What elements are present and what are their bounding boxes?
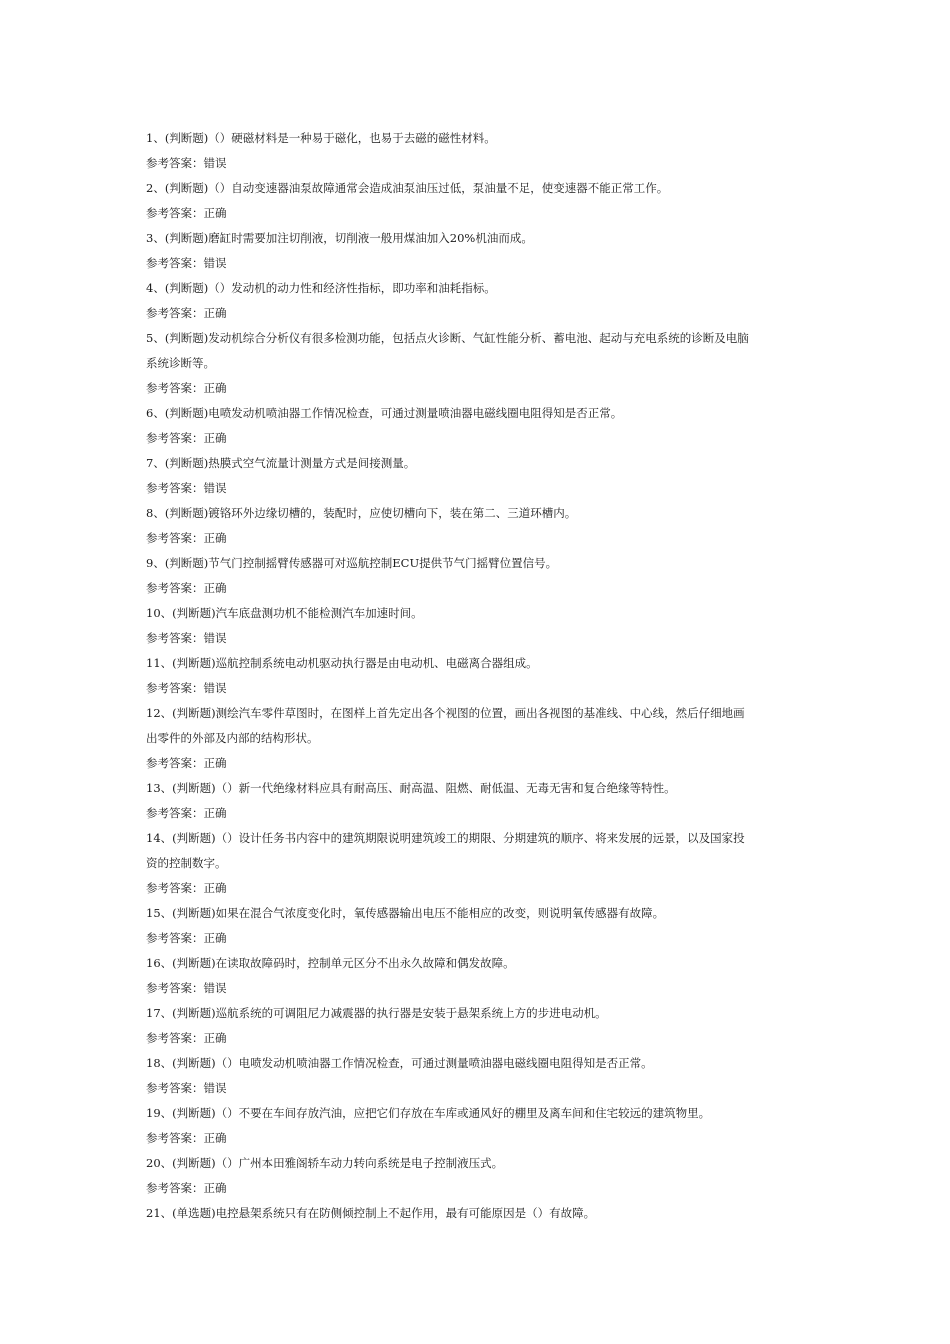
question-text: 1、(判断题)（）硬磁材料是一种易于磁化，也易于去磁的磁性材料。 [146,131,496,145]
question-text: 9、(判断题)节气门控制摇臂传感器可对巡航控制ECU提供节气门摇臂位置信号。 [146,556,558,570]
answer-text: 参考答案：错误 [146,981,227,995]
question-item [146,451,806,501]
answer-text: 参考答案：正确 [146,1181,227,1195]
question-text: 21、(单选题)电控悬架系统只有在防侧倾控制上不起作用，最有可能原因是（）有故障。 [146,1206,596,1220]
question-text: 7、(判断题)热膜式空气流量计测量方式是间接测量。 [146,456,416,470]
question-text-line-1: 14、(判断题)（）设计任务书内容中的建筑期限说明建筑竣工的期限、分期建筑的顺序、将来发展的远景，以及国家投 [146,831,745,845]
answer-text: 参考答案：正确 [146,881,227,895]
question-text: 8、(判断题)镀铬环外边缘切槽的，装配时，应使切槽向下，装在第二、三道环槽内。 [146,506,577,520]
answer-text: 参考答案：正确 [146,206,227,220]
question-text: 18、(判断题)（）电喷发动机喷油器工作情况检查，可通过测量喷油器电磁线圈电阻得知是否正常。 [146,1056,653,1070]
question-text: 20、(判断题)（）广州本田雅阁轿车动力转向系统是电子控制液压式。 [146,1156,504,1170]
question-item [146,326,806,401]
answer-text: 参考答案：错误 [146,1081,227,1095]
answer-text: 参考答案：错误 [146,631,227,645]
answer-text: 参考答案：正确 [146,806,227,820]
question-text-line-1: 12、(判断题)测绘汽车零件草图时，在图样上首先定出各个视图的位置，画出各视图的基准线、中心线，然后仔细地画 [146,706,745,720]
question-item [146,826,806,901]
question-item [146,1151,806,1201]
question-item [146,901,806,951]
answer-text: 参考答案：错误 [146,481,227,495]
question-item [146,1201,806,1226]
answer-text: 参考答案：正确 [146,531,227,545]
question-text: 4、(判断题)（）发动机的动力性和经济性指标，即功率和油耗指标。 [146,281,496,295]
answer-text: 参考答案：正确 [146,431,227,445]
question-text: 17、(判断题)巡航系统的可调阻尼力减震器的执行器是安装于悬架系统上方的步进电动机。 [146,1006,607,1020]
question-text-line-2: 系统诊断等。 [146,356,215,370]
question-item [146,651,806,701]
answer-text: 参考答案：错误 [146,681,227,695]
question-item [146,276,806,326]
answer-text: 参考答案：正确 [146,1131,227,1145]
question-text: 15、(判断题)如果在混合气浓度变化时，氧传感器输出电压不能相应的改变，则说明氧传感器有故障。 [146,906,665,920]
answer-text: 参考答案：正确 [146,381,227,395]
question-list [146,126,806,1226]
question-item [146,601,806,651]
answer-text: 参考答案：正确 [146,1031,227,1045]
question-text: 10、(判断题)汽车底盘测功机不能检测汽车加速时间。 [146,606,423,620]
question-item [146,401,806,451]
question-item [146,1101,806,1151]
question-text: 6、(判断题)电喷发动机喷油器工作情况检查，可通过测量喷油器电磁线圈电阻得知是否正常。 [146,406,623,420]
question-item [146,551,806,601]
question-text: 2、(判断题)（）自动变速器油泵故障通常会造成油泵油压过低，泵油量不足，使变速器不能正常工作。 [146,181,669,195]
question-item [146,701,806,776]
question-item [146,1001,806,1051]
question-text-line-2: 资的控制数字。 [146,856,227,870]
question-text: 3、(判断题)磨缸时需要加注切削液，切削液一般用煤油加入20%机油而成。 [146,231,533,245]
question-item [146,501,806,551]
question-item [146,951,806,1001]
question-text-line-1: 5、(判断题)发动机综合分析仪有很多检测功能，包括点火诊断、气缸性能分析、蓄电池、起动与充电系统的诊断及电脑 [146,331,749,345]
answer-text: 参考答案：正确 [146,931,227,945]
question-item [146,776,806,826]
question-text: 11、(判断题)巡航控制系统电动机驱动执行器是由电动机、电磁离合器组成。 [146,656,538,670]
question-text: 19、(判断题)（）不要在车间存放汽油，应把它们存放在车库或通风好的棚里及离车间和住宅较远的建筑物里。 [146,1106,711,1120]
answer-text: 参考答案：正确 [146,306,227,320]
question-text-line-2: 出零件的外部及内部的结构形状。 [146,731,319,745]
answer-text: 参考答案：错误 [146,256,227,270]
question-item [146,226,806,276]
question-item [146,126,806,176]
question-text: 16、(判断题)在读取故障码时，控制单元区分不出永久故障和偶发故障。 [146,956,515,970]
question-text: 13、(判断题)（）新一代绝缘材料应具有耐高压、耐高温、阻燃、耐低温、无毒无害和复合绝缘等特性。 [146,781,676,795]
question-item [146,1051,806,1101]
question-item [146,176,806,226]
answer-text: 参考答案：错误 [146,156,227,170]
answer-text: 参考答案：正确 [146,581,227,595]
answer-text: 参考答案：正确 [146,756,227,770]
